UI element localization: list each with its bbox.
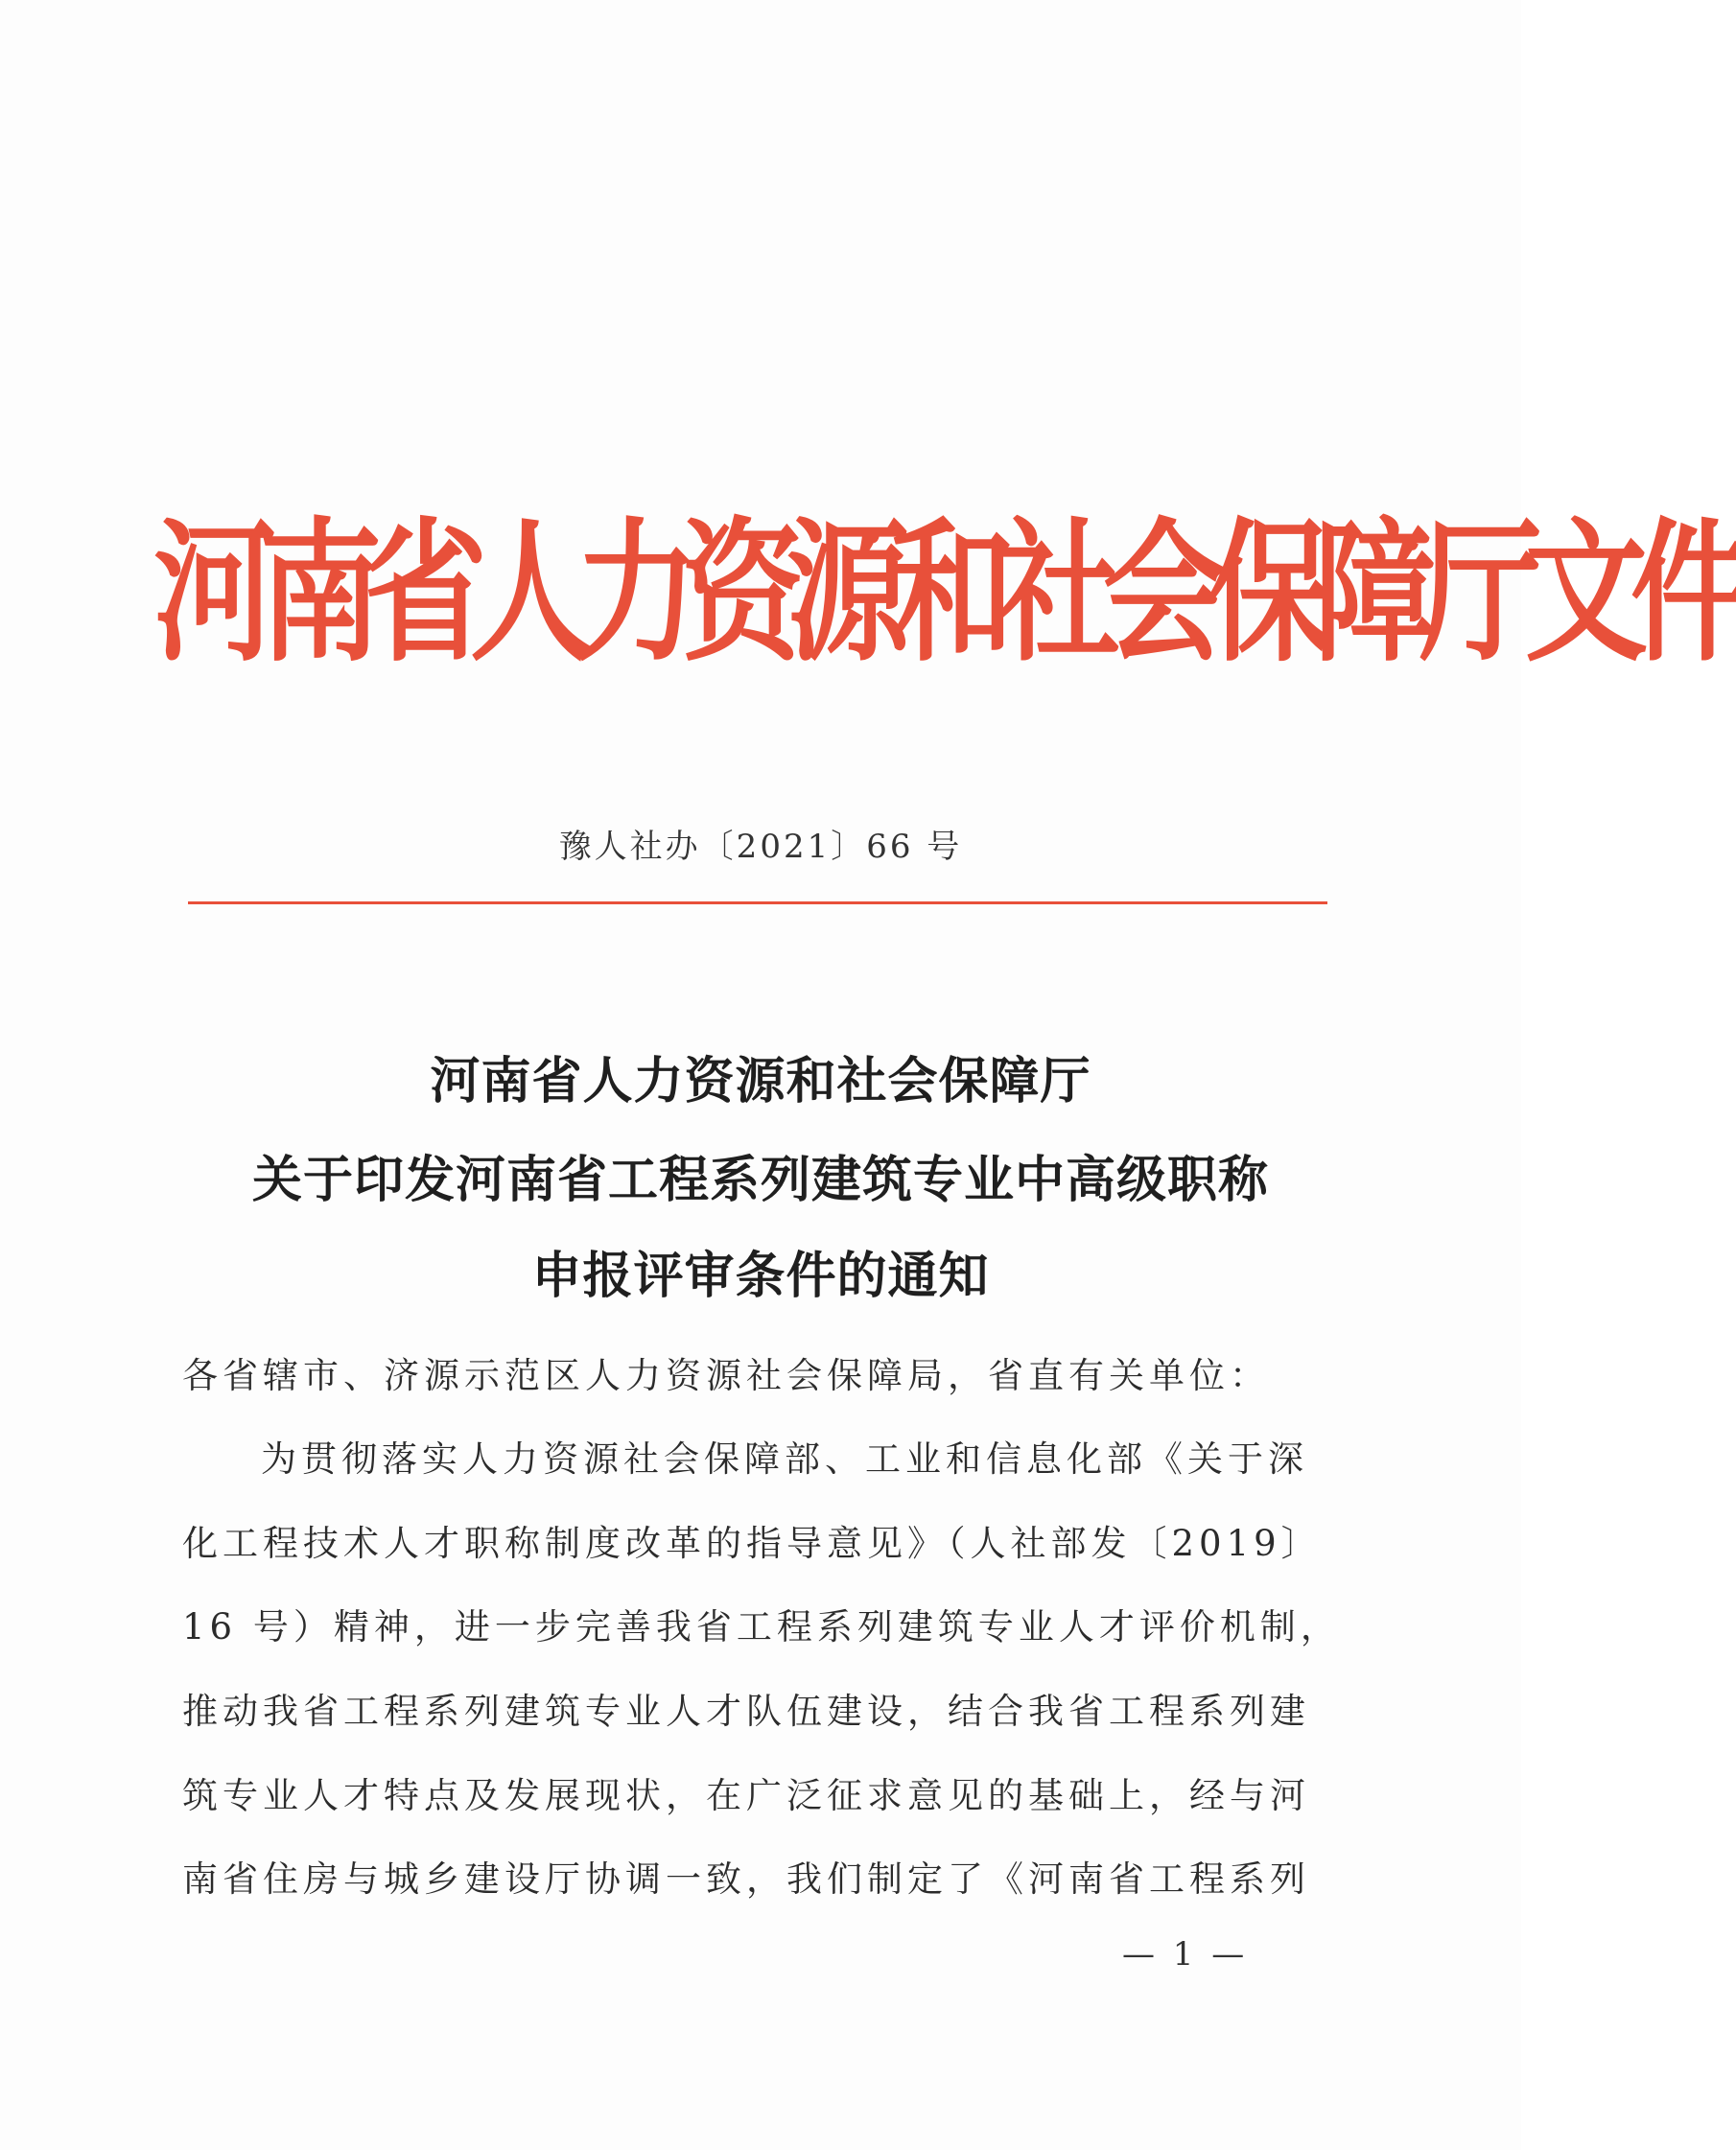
notice-title-line-2: 关于印发河南省工程系列建筑专业中高级职称 bbox=[251, 1151, 1269, 1209]
masthead-title: 河南省人力资源和社会保障厅文件 bbox=[153, 504, 1736, 684]
document-number: 豫人社办〔2021〕66 号 bbox=[558, 828, 963, 866]
body-text-line: 筑专业人才特点及发展现状，在广泛征求意见的基础上，经与河 bbox=[182, 1775, 1310, 1816]
page-number: — 1 — bbox=[1122, 1935, 1249, 1974]
notice-title-line-1: 河南省人力资源和社会保障厅 bbox=[430, 1052, 1091, 1110]
body-text-line: 推动我省工程系列建筑专业人才队伍建设，结合我省工程系列建 bbox=[182, 1691, 1310, 1732]
body-text-line: 南省住房与城乡建设厅协调一致，我们制定了《河南省工程系列 bbox=[182, 1858, 1310, 1900]
notice-title-line-3: 申报评审条件的通知 bbox=[531, 1247, 990, 1305]
red-divider-line bbox=[188, 901, 1327, 904]
salutation: 各省辖市、济源示范区人力资源社会保障局，省直有关单位： bbox=[182, 1355, 1270, 1396]
body-text-line: 16 号）精神，进一步完善我省工程系列建筑专业人才评价机制， bbox=[182, 1606, 1341, 1648]
body-text-line: 化工程技术人才职称制度改革的指导意见》（人社部发〔2019〕 bbox=[182, 1523, 1322, 1564]
body-text-line: 为贯彻落实人力资源社会保障部、工业和信息化部《关于深 bbox=[261, 1438, 1308, 1480]
